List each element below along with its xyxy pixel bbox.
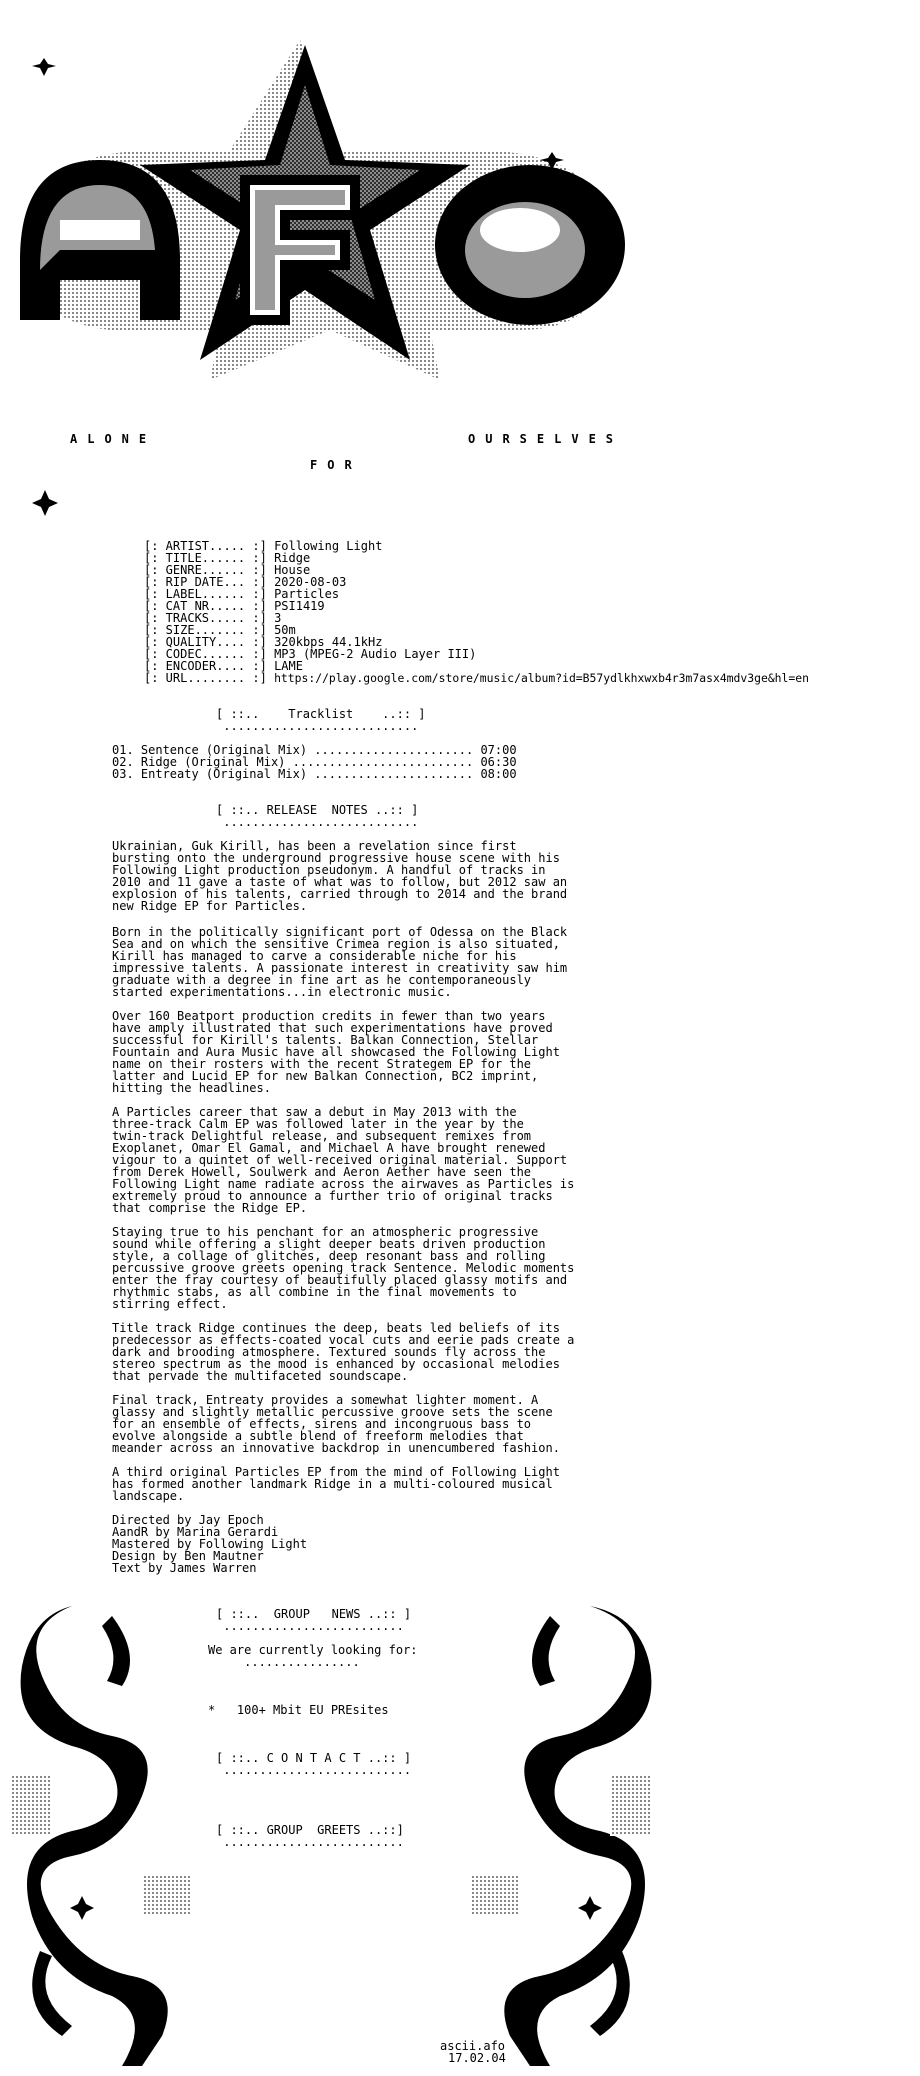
footer-date: 17.02.04	[448, 2051, 506, 2065]
info-row	[144, 672, 914, 684]
notes-paragraph: A Particles career that saw a debut in May 2013 with the three-track Calm EP was followed later in the year by the twin-track Delightful release, and subsequent remixes from Exoplanet, Omar El Gamal, and Michael A have brought renewed vigour to a quintet of well-received original material. Support from Derek Howell, Soulwerk and Aeron Aether have seen the Following Light name radiate across the airwaves as Particles is extremely proud to announce a further trio of original tracks that comprise the Ridge EP.	[112, 1105, 575, 1215]
info-key: [: QUALITY.... :]	[144, 635, 267, 649]
notes-paragraph: Born in the politically significant port of Odessa on the Black Sea and on which the sensitive Crimea region is also situated, Kirill has managed to carve a considerable niche for his impressive talents. A passionate interest in creativity saw him graduate with a degree in fine art as he contemporaneously started experimentations...in electronic music.	[112, 925, 568, 999]
info-value: LAME	[274, 659, 303, 673]
notes-paragraph: Final track, Entreaty provides a somewhat lighter moment. A glassy and slightly metallic percussive groove sets the scene for an ensemble of effects, sirens and incongruous bass to evolve alongside a subtle blend of freeform melodies that meander across an innovative backdrop in unencumbered fashion.	[112, 1393, 560, 1455]
info-value: MP3 (MPEG-2 Audio Layer III)	[274, 647, 477, 661]
info-value: 320kbps 44.1kHz	[274, 635, 383, 649]
track-row: 03. Entreaty (Original Mix) ...................... 08:00	[112, 767, 517, 781]
release-notes-header: [ ::.. RELEASE NOTES ..:: ]	[216, 803, 419, 817]
group-news-underline: .........................	[216, 1619, 404, 1633]
info-value: Following Light	[274, 539, 383, 553]
greets-underline: .........................	[216, 1835, 404, 1849]
notes-paragraph: Over 160 Beatport production credits in fewer than two years have amply illustrated that such experimentations have proved successful for Kirill's talents. Balkan Connection, Stellar Fountain and Aura Music have all showcased the Following Light name on their rosters with the recent Strategem EP for the latter and Lucid EP for new Balkan Connection, BC2 imprint, hitting the headlines.	[112, 1009, 560, 1095]
info-key: [: CAT NR..... :]	[144, 599, 267, 613]
greets-header: [ ::.. GROUP GREETS ..::]	[216, 1823, 404, 1837]
info-key: [: URL........ :]	[144, 671, 267, 685]
info-key: [: TITLE...... :]	[144, 551, 267, 565]
info-key: [: RIP DATE... :]	[144, 575, 267, 589]
notes-paragraph: Ukrainian, Guk Kirill, has been a revelation since first bursting onto the underground progressive house scene with his Following Light production pseudonym. A handful of tracks in 2010 and 11 gave a taste of what was to follow, but 2012 saw an explosion of his talents, carried through to 2014 and the brand new Ridge EP for Particles.	[112, 839, 568, 913]
logo-word-alone: ALONE	[70, 432, 157, 446]
info-key: [: CODEC...... :]	[144, 647, 267, 661]
track-row: 02. Ridge (Original Mix) ......................... 06:30	[112, 755, 517, 769]
info-key: [: TRACKS..... :]	[144, 611, 267, 625]
info-value: House	[274, 563, 311, 577]
credits: Directed by Jay Epoch AandR by Marina Gerardi Mastered by Following Light Design by Ben Mautner Text by James Warren	[112, 1513, 308, 1575]
info-value: Particles	[274, 587, 340, 601]
looking-for-text: We are currently looking for:	[208, 1643, 418, 1657]
contact-underline: ..........................	[216, 1763, 412, 1777]
footer-signature: ascii.afo	[440, 2039, 506, 2053]
notes-paragraph: A third original Particles EP from the mind of Following Light has formed another landmark Ridge in a multi-coloured musical landscape.	[112, 1465, 560, 1503]
letter-o-shape	[435, 165, 625, 325]
group-news-header: [ ::.. GROUP NEWS ..:: ]	[216, 1607, 412, 1621]
tracklist	[112, 744, 517, 780]
tracklist-underline: ...........................	[216, 719, 419, 733]
info-key: [: LABEL...... :]	[144, 587, 267, 601]
ornament-right	[440, 1596, 660, 2076]
info-value: 3	[274, 611, 282, 625]
track-row: 01. Sentence (Original Mix) ...................... 07:00	[112, 743, 517, 757]
info-value: Ridge	[274, 551, 311, 565]
info-key: [: GENRE...... :]	[144, 563, 267, 577]
info-key: [: SIZE....... :]	[144, 623, 267, 637]
afo-logo-art	[0, 0, 640, 400]
tracklist-header: [ ::.. Tracklist ..:: ]	[216, 707, 426, 721]
notes-paragraph: Staying true to his penchant for an atmospheric progressive sound while offering a slight deeper beats driven production style, a collage of glitches, deep resonant bass and rolling percussive groove greets opening track Sentence. Melodic moments enter the fray courtesy of beautifully placed glassy motifs and rhythmic stabs, as all combine in the final movements to stirring effect.	[112, 1225, 575, 1311]
logo-word-for: FOR	[310, 458, 362, 472]
sparkle-icon	[30, 488, 60, 518]
logo-word-ourselves: OURSELVES	[468, 432, 624, 446]
info-key: [: ENCODER.... :]	[144, 659, 267, 673]
looking-for-underline: ................	[208, 1655, 360, 1669]
notes-paragraph: Title track Ridge continues the deep, beats led beliefs of its predecessor as effects-coated vocal cuts and eerie pads create a dark and brooding atmosphere. Textured sounds fly across the stereo spectrum as the mood is enhanced by occasional melodies that pervade the multifaceted soundscape.	[112, 1321, 575, 1383]
info-value: PSI1419	[274, 599, 325, 613]
info-key: [: ARTIST..... :]	[144, 539, 267, 553]
ornament-left	[12, 1596, 212, 2076]
release-info	[144, 540, 914, 684]
contact-header: [ ::.. C O N T A C T ..:: ]	[216, 1751, 412, 1765]
info-url[interactable]: https://play.google.com/store/music/album?id=B57ydlkhxwxb4r3m7asx4mdv3ge&hl=en	[274, 671, 809, 685]
info-value: 2020-08-03	[274, 575, 347, 589]
release-notes-underline: ...........................	[216, 815, 419, 829]
info-value: 50m	[274, 623, 296, 637]
news-item: * 100+ Mbit EU PREsites	[208, 1703, 389, 1717]
afo-logo	[0, 0, 640, 472]
